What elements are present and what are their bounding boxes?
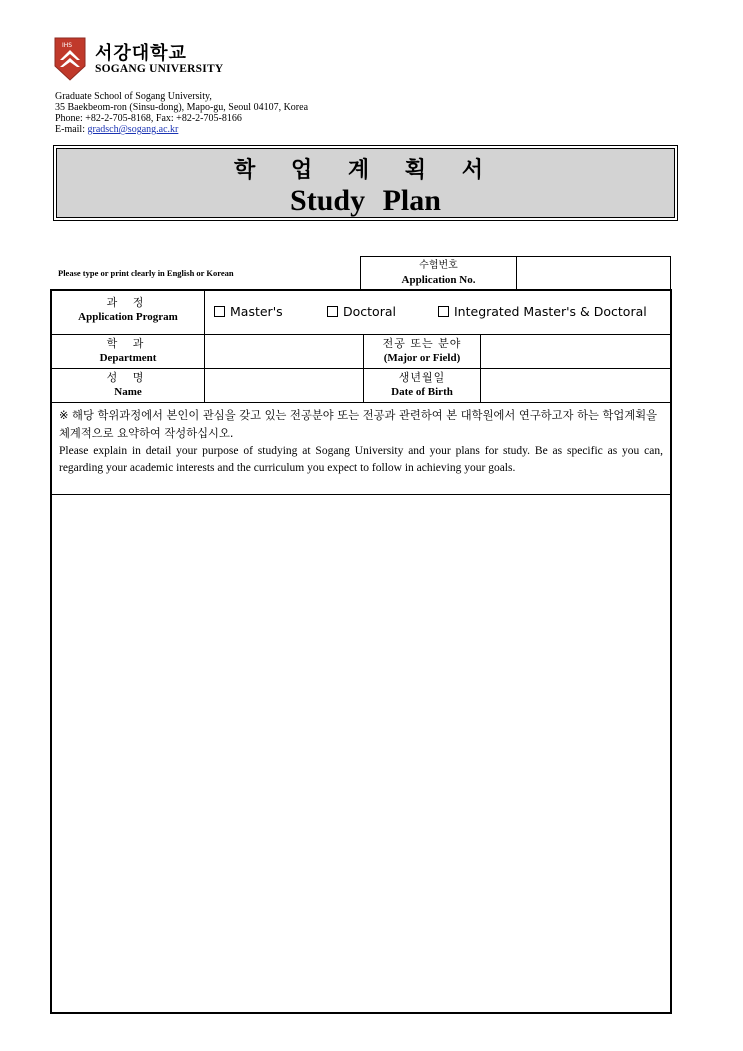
major-field[interactable] xyxy=(481,335,670,368)
name-field[interactable] xyxy=(205,369,364,402)
instructions-korean: ※ 해당 학위과정에서 본인이 관심을 갖고 있는 전공분야 또는 전공과 관련하여 본 대학원에서 연구하고자 하는 학업계획을 체계적으로 요약하여 작성하십시오. xyxy=(59,409,658,440)
department-row xyxy=(52,335,670,369)
university-emblem-icon xyxy=(53,36,87,82)
name-label: 성 명 Name xyxy=(52,369,205,402)
title-english: Study Plan xyxy=(290,184,441,217)
study-plan-form xyxy=(50,289,672,1014)
logo-korean-text: 서강대학교 xyxy=(95,43,187,64)
birth-label: 생년월일 Date of Birth xyxy=(364,369,481,402)
application-no-box xyxy=(360,256,671,290)
doctoral-option[interactable]: Doctoral xyxy=(327,304,396,319)
name-row xyxy=(52,369,670,403)
title-korean: 학 업 계 획 서 xyxy=(234,158,497,183)
department-field[interactable] xyxy=(205,335,364,368)
address-line: Phone: +82-2-705-8168, Fax: +82-2-705-8166 xyxy=(55,113,242,124)
integrated-checkbox[interactable] xyxy=(438,306,449,317)
print-instruction: Please type or print clearly in English or Korean xyxy=(58,268,234,278)
program-label: 과 정 Application Program xyxy=(52,291,205,334)
instructions-english: Please explain in detail your purpose of studying at Sogang University and your plans for study. Be as specific as you can, regarding your academic interests and the curriculum you expect to follow in achieving your goals. xyxy=(59,445,663,474)
doctoral-checkbox[interactable] xyxy=(327,306,338,317)
major-label: 전공 또는 분야 (Major or Field) xyxy=(364,335,481,368)
email-line xyxy=(55,124,308,135)
application-no-label: 수험번호 Application No. xyxy=(361,257,517,289)
program-row xyxy=(52,291,670,335)
integrated-option[interactable]: Integrated Master's & Doctoral xyxy=(438,304,647,319)
address-line: Graduate School of Sogang University, xyxy=(55,91,212,102)
masters-option[interactable]: Master's xyxy=(214,304,283,319)
address-block xyxy=(55,91,308,135)
svg-text:IHS: IHS xyxy=(62,42,73,49)
logo-english-text: SOGANG UNIVERSITY xyxy=(95,63,224,75)
study-plan-writing-area[interactable] xyxy=(52,495,670,1012)
department-label: 학 과 Department xyxy=(52,335,205,368)
address-line: 35 Baekbeom-ron (Sinsu-dong), Mapo-gu, Seoul 04107, Korea xyxy=(55,102,309,113)
title-banner xyxy=(56,148,675,218)
email-label: E-mail: xyxy=(55,124,85,135)
birth-field[interactable] xyxy=(481,369,670,402)
instructions-block xyxy=(52,403,670,495)
email-link[interactable]: gradsch@sogang.ac.kr xyxy=(87,124,179,135)
application-no-field[interactable] xyxy=(518,257,670,289)
masters-checkbox[interactable] xyxy=(214,306,225,317)
